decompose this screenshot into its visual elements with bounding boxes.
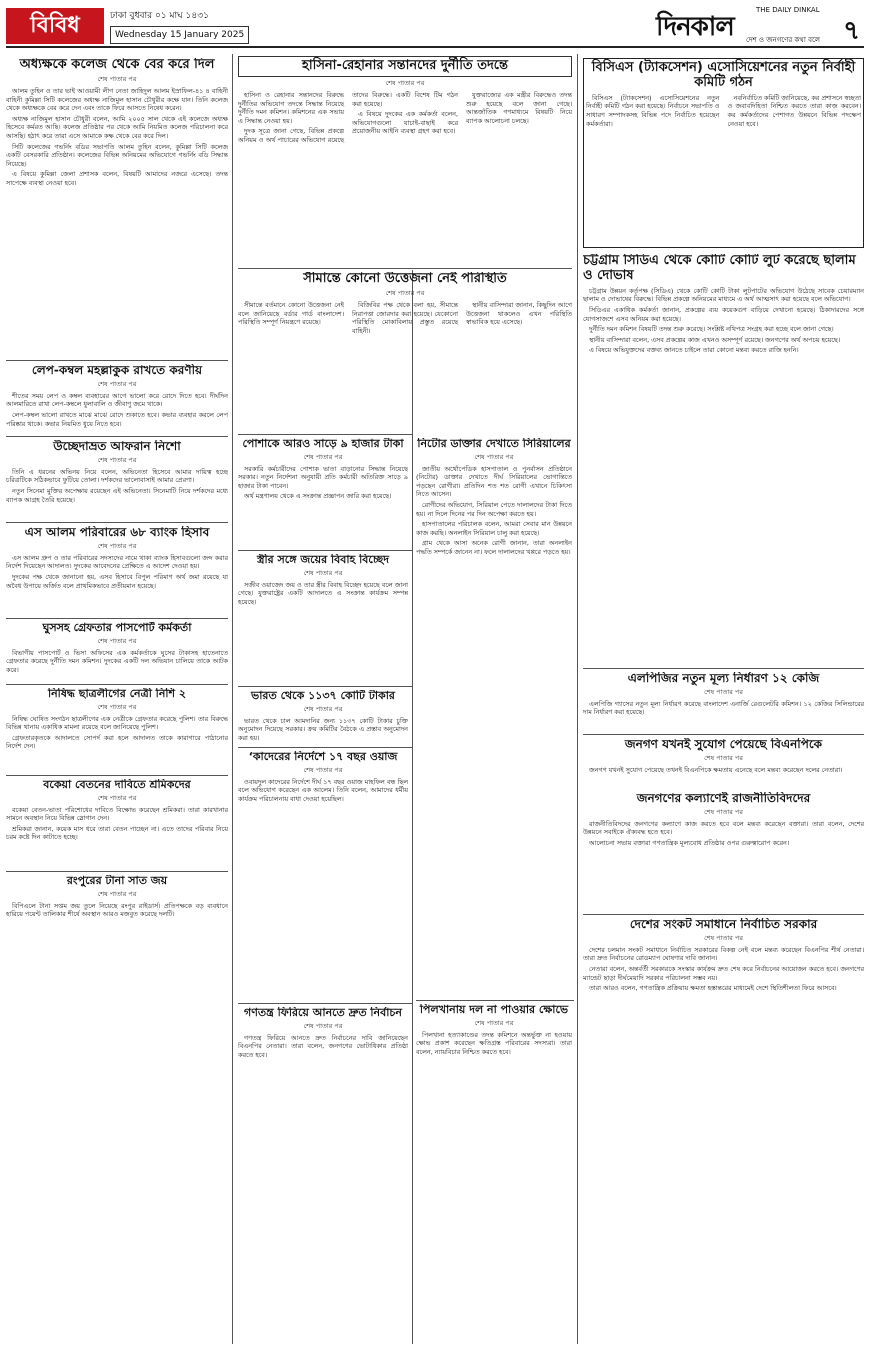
continued-label: শেষ পাতার পর — [97, 455, 137, 464]
article-body: জাতীয় অর্থোপেডিক হাসপাতাল ও পুনর্বাসন প্রতিষ্ঠানে (নিটোর) ডাক্তার দেখাতে দীর্ঘ সিরিয়ালের ভোগান্তিতে পড়ছেন রোগীরা। প্রতিদিন শত শত রোগী এখানে চিকিৎসা নিতে আসেন। রোগীদের অভিযোগ, সিরিয়াল পেতে দালালদের টাকা দিতে হয়। না দিলে দিনের পর দিন অপেক্ষা করতে হয়। হাসপাতালের পরিচালক বলেন, আমরা সেবার মান উন্নয়নে কাজ করছি। অনলাইন সিরিয়াল চালু করা হয়েছে। গ্রাম থেকে আসা অনেক রোগী জানান, তারা অনলাইন পদ্ধতি সম্পর্কে জানেন না। ফলে দালালদের খপ্পরে পড়তে হয়। — [416, 464, 572, 556]
continued-label: শেষ পাতার পর — [704, 687, 743, 696]
headline: উচ্ছেদাভ্রত আফরান নিশো — [53, 440, 181, 453]
date-bangla: ঢাকা বুধবার ০১ মাঘ ১৪৩১ — [110, 11, 209, 21]
article-jonogon — [583, 738, 864, 790]
article-body: সজীব ওয়াজেদ জয় ও তার স্ত্রীর বিবাহ বিচ্ছেদ হয়েছে বলে জানা গেছে। যুক্তরাষ্ট্রের একটি আদালতে এ সংক্রান্ত কার্যক্রম সম্পন্ন হয়েছে। — [238, 580, 408, 606]
headline: গণতন্ত্র ফিরিয়ে আনতে দ্রুত নির্বাচন — [244, 1007, 402, 1019]
masthead — [6, 6, 864, 48]
article-bokeya — [6, 779, 228, 869]
article-body: ভারত থেকে চাল আমদানির জন্য ১১৩৭ কোটি টাকার চুক্তি অনুমোদন দিয়েছে সরকার। ক্রয় কমিটির বৈঠকে এ প্রস্তাব অনুমোদন করা হয়। — [238, 716, 408, 742]
headline: দেশের সংকট সমাধানে নির্বাচিত সরকার — [629, 918, 818, 931]
section-label: বিবিধ — [6, 8, 104, 44]
article-nishiddho — [6, 688, 228, 773]
continued-label: শেষ পাতার পর — [97, 541, 137, 550]
headline: নিটোর ডাক্তার দেখাতে সিরিয়ালের — [417, 438, 571, 450]
article-kalyan — [583, 792, 864, 912]
date-english: Wednesday 15 January 2025 — [110, 26, 249, 44]
article-body: তিনি এ ধরনের অভিনয় নিয়ে বলেন, অভিনেতা হিসেবে আমার দায়িত্ব হচ্ছে চরিত্রটিকে সঠিকভাবে ফুটিয়ে তোলা। দর্শকদের ভালোবাসাই আমার প্রেরণা। নতুন সিনেমা মুক্তির অপেক্ষায় রয়েছেন এই অভিনেতা। সিনেমাটি নিয়ে দর্শকদের মধ্যে ব্যাপক আগ্রহ তৈরি হয়েছে। — [6, 467, 228, 504]
continued-label: শেষ পাতার পর — [474, 1018, 514, 1027]
article-uchchhed — [6, 440, 228, 520]
article-niter — [416, 438, 572, 998]
headline: এস আলম পরিবারের ৬৮ ব্যাংক হিসাব — [24, 526, 210, 539]
article-simanta — [238, 272, 572, 432]
article-body: দেশের চলমান সংকট সমাধানে নির্বাচিত সরকারের বিকল্প নেই বলে মন্তব্য করেছেন বিএনপির শীর্ষ নেতারা। তারা দ্রুত নির্বাচনের রোডম্যাপ ঘোষণার দাবি জানান। নেতারা বলেন, অন্তর্বর্তী সরকারকে সংস্কার কার্যক্রম দ্রুত শেষ করে নির্বাচনের আয়োজন করতে হবে। জনগণের ম্যান্ডেট ছাড়া দীর্ঘমেয়াদি সরকার পরিচালনা সম্ভব নয়। তারা আরও বলেন, গণতান্ত্রিক প্রক্রিয়ায় ক্ষমতা হস্তান্তরের মাধ্যমেই দেশে স্থিতিশীলতা ফিরে আসবে। — [583, 945, 864, 993]
headline: জনগণ যখনই সুযোগ পেয়েছে বিএনপিকে — [624, 738, 823, 751]
headline: এলপিজির নতুন মূল্য নির্ধারণ ১২ কেজি — [627, 672, 820, 685]
headline: ভারত থেকে ১১৩৭ কোটি টাকার — [251, 690, 395, 702]
article-body: গণতন্ত্র ফিরিয়ে আনতে দ্রুত নির্বাচনের দাবি জানিয়েছেন বিএনপির নেতারা। তারা বলেন, জনগণের ভোটাধিকার প্রতিষ্ঠা করতে হবে। — [238, 1033, 408, 1059]
continued-label: শেষ পাতার পর — [303, 765, 343, 774]
article-desher — [583, 918, 864, 1338]
article-stree — [238, 554, 408, 684]
brand-tagline: দেশ ও জনগণের কথা বলে — [746, 36, 821, 44]
continued-label: শেষ পাতার পর — [303, 704, 343, 713]
continued-label: শেষ পাতার পর — [303, 452, 343, 461]
headline: সীমান্তে কোনো উত্তেজনা নেই পরিস্থিতি — [303, 272, 507, 286]
headline: ঘুসসহ গ্রেফতার পাসপোর্ট কর্মকর্তা — [42, 622, 192, 634]
article-lpg — [583, 672, 864, 732]
headline: পোশাকে আরও সাড়ে ৯ হাজার টাকা — [242, 438, 404, 450]
article-body: আলম তুহিন ও তার ভাই আওয়ামী লীগ নেতা জাহিদুল আলম ইস্রাফিল-৪১ ৪ বাহিনী বাহিনী কুমিল্লা সিটি কলেজের অধ্যক্ষ নাজিমুল হাসান চৌধুরীর কক্ষে যান। তিনি কলেজ থেকে অধ্যক্ষকে বের করে দেন এবং তাকে ফিরে আসতে নিষেধ করেন। অধ্যক্ষ নাজিমুল হাসান চৌধুরী বলেন, আমি ২০০৫ সাল থেকে এই কলেজে অধ্যক্ষ হিসেবে কর্মরত আছি। কলেজ প্রতিষ্ঠার পর থেকে আমি নিয়মিত কলেজ পরিচালনা করে আসছি। হঠাৎ করে তারা এসে আমাকে কক্ষ থেকে বের করে দিল। সিটি কলেজের গভর্নিং বডির সভাপতি আলম তুহিন বলেন, কুমিল্লা সিটি কলেজ একটি বেসরকারি প্রতিষ্ঠান। কলেজের বিভিন্ন অনিয়মের অভিযোগে গভর্নিং বডি সিদ্ধান্ত নিয়েছে। এ বিষয়ে কুমিল্লা জেলা প্রশাসক বলেন, বিষয়টি আমাদের নজরে এসেছে। তদন্ত সাপেক্ষে ব্যবস্থা নেওয়া হবে। — [6, 86, 228, 187]
continued-label: শেষ পাতার পর — [474, 452, 514, 461]
article-body: বিপিএলে টানা সপ্তম জয় তুলে নিয়েছে রংপুর রাইডার্স। প্রতিপক্ষকে বড় ব্যবধানে হারিয়ে পয়েন্ট তালিকার শীর্ষে অবস্থান আরও মজবুত করেছে দলটি। — [6, 901, 228, 919]
article-kader — [238, 751, 408, 1001]
article-body: চট্টগ্রাম উন্নয়ন কর্তৃপক্ষ (সিডিএ) থেকে কোটি কোটি টাকা লুটপাটের অভিযোগ উঠেছে সাবেক চেয়ারম্যান ছালাম ও দোভাষের বিরুদ্ধে। বিভিন্ন প্রকল্পে অনিয়মের মাধ্যমে এ অর্থ আত্মসাৎ করা হয়েছে বলে অভিযোগ। সিডিএর একাধিক কর্মকর্তা জানান, প্রকল্পের ব্যয় কয়েকগুণ বাড়িয়ে দেখানো হয়েছে। ঠিকাদারদের সঙ্গে যোগসাজশে এসব অনিয়ম করা হয়েছে। দুর্নীতি দমন কমিশন বিষয়টি তদন্ত শুরু করেছে। সংশ্লিষ্ট নথিপত্র সংগ্রহ করা হচ্ছে বলে জানা গেছে। স্থানীয় বাসিন্দারা বলেন, এসব প্রকল্পের কাজ এখনও অসম্পূর্ণ রয়েছে। জনগণের অর্থ অপচয় হয়েছে। এ বিষয়ে অভিযুক্তদের বক্তব্য জানতে চাইলে তারা কোনো মন্তব্য করতে রাজি হননি। — [583, 286, 864, 355]
article-hasina — [238, 56, 572, 266]
continued-label: শেষ পাতার পর — [704, 753, 743, 762]
article-rangpur — [6, 875, 228, 935]
headline: ‘কাদেরের নির্দেশে ১৭ বছর ওয়াজ — [248, 751, 398, 763]
continued-label: শেষ পাতার পর — [303, 1021, 343, 1030]
article-chattogram — [583, 254, 864, 666]
headline: হাসিনা-রেহানার সন্তানদের দুর্নীতি তদন্তে — [238, 56, 572, 77]
continued-label: শেষ পাতার পর — [97, 74, 137, 83]
article-gonotontro — [238, 1007, 408, 1087]
date-block — [110, 8, 249, 44]
article-body: পিলখানা হত্যাকাণ্ডের তদন্ত কমিশনে অন্তর্ভুক্ত না হওয়ায় ক্ষোভ প্রকাশ করেছেন ক্ষতিগ্রস্ত পরিবারের সদস্যরা। তারা বলেন, ন্যায়বিচার নিশ্চিত করতে হবে। — [416, 1030, 572, 1056]
headline: নিষিদ্ধ ছাত্রলীগের নেত্রী নিশি ২ — [47, 688, 187, 700]
continued-label: শেষ পাতার পর — [97, 636, 137, 645]
article-body: বিভাগীয় পাসপোর্ট ও ভিসা অফিসের এক কর্মকর্তাকে ঘুসের টাকাসহ হাতেনাতে গ্রেফতার করেছে দুর্নীতি দমন কমিশন। দুদকের একটি দল অভিযান চালিয়ে তাকে আটক করে। — [6, 648, 228, 674]
page-number: ৭ — [843, 16, 860, 46]
headline: বিসিএস (ট্যাকসেশন) এসোসিয়েশনের নতুন নির্বাহী কমিটি গঠন — [591, 60, 856, 90]
article-body: বিসিএস (ট্যাকসেশন) এসোসিয়েশনের নতুন নির্বাহী কমিটি গঠন করা হয়েছে। নির্বাচনে সভাপতি ও সাধারণ সম্পাদকসহ বিভিন্ন পদে নির্বাচিত হয়েছেন কর্মকর্তারা। নবনির্বাচিত কমিটি জানিয়েছে, কর প্রশাসনে স্বচ্ছতা ও জবাবদিহিতা নিশ্চিত করতে তারা কাজ করবেন। কর কর্মকর্তাদের পেশাগত উন্নয়নে বিভিন্ন পদক্ষেপ নেওয়া হবে। — [586, 93, 861, 128]
article-lap — [6, 364, 228, 434]
headline: পিলখানায় দল না পাওয়ার ক্ষোভে — [419, 1004, 569, 1016]
continued-label: শেষ পাতার পর — [704, 807, 743, 816]
article-college — [6, 58, 228, 358]
article-body: শীতের সময় লেপ ও কম্বল ব্যবহারের আগে ভালো করে রোদে দিতে হবে। দীর্ঘদিন আলমারিতে রাখা লেপ-কম্বলে ধুলাবালি ও জীবাণু জমে থাকে। লেপ-কম্বল ভালো রাখতে মাঝে মাঝে রোদে শুকাতে হবে। কভার ব্যবহার করলে লেপ পরিষ্কার থাকে। কভার নিয়মিত ধুয়ে নিতে হবে। — [6, 391, 228, 428]
article-body: হাসিনা ও রেহানার সন্তানদের বিরুদ্ধে দুর্নীতির অভিযোগ তদন্তে সিদ্ধান্ত নিয়েছে দুর্নীতি দমন কমিশন। কমিশনের এক সভায় এ সিদ্ধান্ত নেওয়া হয়। দুদক সূত্রে জানা গেছে, বিভিন্ন প্রকল্পে অনিয়ম ও অর্থ পাচারের অভিযোগ রয়েছে তাদের বিরুদ্ধে। একটি বিশেষ টিম গঠন করা হয়েছে। এ বিষয়ে দুদকের এক কর্মকর্তা বলেন, অভিযোগগুলো যাচাই-বাছাই করে প্রয়োজনীয় আইনি ব্যবস্থা গ্রহণ করা হবে। যুক্তরাজ্যের এক মন্ত্রীর বিরুদ্ধেও তদন্ত শুরু হয়েছে বলে জানা গেছে। আন্তর্জাতিক গণমাধ্যমে বিষয়টি নিয়ে ব্যাপক আলোচনা চলছে। — [238, 90, 572, 144]
article-s-alam — [6, 526, 228, 616]
headline: রংপুরের টানা সাত জয় — [66, 875, 168, 887]
headline: লেপ-কম্বল মহল্লাকুক রাখতে করণীয় — [31, 364, 203, 377]
article-body: বকেয়া বেতন-ভাতা পরিশোধের দাবিতে বিক্ষোভ করেছেন শ্রমিকরা। তারা কারখানার সামনে অবস্থান নিয়ে বিভিন্ন স্লোগান দেন। শ্রমিকরা জানান, কয়েক মাস ধরে তারা বেতন পাচ্ছেন না। এতে তাদের পরিবার নিয়ে চরম কষ্টে দিন কাটাতে হচ্ছে। — [6, 805, 228, 842]
article-body: সীমান্তে বর্তমানে কোনো উত্তেজনা নেই বলে জানিয়েছে বর্ডার গার্ড বাংলাদেশ। পরিস্থিতি সম্পূর্ণ নিয়ন্ত্রণে রয়েছে। বিজিবির পক্ষ থেকে বলা হয়, সীমান্তে নিরাপত্তা জোরদার করা হয়েছে। যেকোনো পরিস্থিতি মোকাবিলায় প্রস্তুত রয়েছে বাহিনী। স্থানীয় বাসিন্দারা জানান, কিছুদিন আগে উত্তেজনা থাকলেও এখন পরিস্থিতি স্বাভাবিক হয়ে এসেছে। — [238, 300, 572, 335]
brand-english: THE DAILY DINKAL — [756, 6, 820, 14]
article-poshak — [238, 438, 408, 548]
continued-label: শেষ পাতার পর — [385, 78, 425, 87]
headline: স্ত্রীর সঙ্গে জয়ের বিবাহ বিচ্ছেদ — [256, 554, 390, 566]
headline: জনগণের কল্যাণেই রাজনীতিবিদদের — [636, 792, 811, 805]
article-body: নিষিদ্ধ ঘোষিত সংগঠন ছাত্রলীগের এক নেত্রীকে গ্রেফতার করেছে পুলিশ। তার বিরুদ্ধে বিভিন্ন থানায় একাধিক মামলা রয়েছে বলে জানিয়েছে পুলিশ। গ্রেফতারকৃতকে আদালতে সোপর্দ করা হলে আদালত তাকে কারাগারে পাঠানোর নির্দেশ দেন। — [6, 714, 228, 751]
continued-label: শেষ পাতার পর — [303, 568, 343, 577]
article-body: এস আলম গ্রুপ ও তার পরিবারের সদস্যদের নামে থাকা ব্যাংক হিসাবগুলো জব্দ করার নির্দেশ দিয়েছেন আদালত। দুদকের আবেদনের প্রেক্ষিতে এ আদেশ দেওয়া হয়। দুদকের পক্ষ থেকে জানানো হয়, এসব হিসাবে বিপুল পরিমাণ অর্থ জমা রয়েছে যা অবৈধ উপায়ে অর্জিত বলে প্রাথমিকভাবে প্রতীয়মান হয়েছে। — [6, 553, 228, 590]
article-bharat — [238, 690, 408, 745]
article-body: সরকারি কর্মচারীদের পোশাক ভাতা বাড়ানোর সিদ্ধান্ত নিয়েছে সরকার। নতুন নির্দেশনা অনুযায়ী প্রতি কর্মচারী অতিরিক্ত সাড়ে ৯ হাজার টাকা পাবেন। অর্থ মন্ত্রণালয় থেকে এ সংক্রান্ত প্রজ্ঞাপন জারি করা হয়েছে। — [238, 464, 408, 501]
article-bcs — [583, 58, 864, 248]
article-body: এলপিজি গ্যাসের নতুন মূল্য নির্ধারণ করেছে বাংলাদেশ এনার্জি রেগুলেটরি কমিশন। ১২ কেজির সিলিন্ডারের দাম নির্ধারণ করা হয়েছে। — [583, 699, 864, 717]
brand-name: দিনকাল — [656, 12, 734, 42]
headline: চট্টগ্রাম সিডিএ থেকে কোটি কোটি লুট করেছে ছালাম ও দোভাষ — [583, 254, 856, 283]
headline: বকেয়া বেতনের দাবিতে শ্রমিকদের — [43, 779, 191, 791]
article-body: জনগণ যখনই সুযোগ পেয়েছে তখনই বিএনপিকে ক্ষমতায় এনেছে বলে মন্তব্য করেছেন দলের নেতারা। — [589, 765, 843, 774]
continued-label: শেষ পাতার পর — [97, 379, 137, 388]
article-body: রাজনীতিবিদদের জনগণের কল্যাণে কাজ করতে হবে বলে মন্তব্য করেছেন বক্তারা। তারা বলেন, দেশের উন্নয়নে সবাইকে ঐক্যবদ্ধ হতে হবে। আলোচনা সভায় বক্তারা গণতান্ত্রিক মূল্যবোধ প্রতিষ্ঠার ওপর গুরুত্বারোপ করেন। — [583, 819, 864, 847]
article-pilkhana — [416, 1004, 572, 1104]
continued-label: শেষ পাতার পর — [385, 288, 425, 297]
continued-label: শেষ পাতার পর — [97, 702, 137, 711]
newspaper-logo — [656, 6, 836, 46]
continued-label: শেষ পাতার পর — [97, 889, 137, 898]
article-body: ওবায়দুল কাদেরের নির্দেশে দীর্ঘ ১৭ বছর ওয়াজ মাহফিল বন্ধ ছিল বলে অভিযোগ করেছেন এক আলেম। তিনি বলেন, আমাদের ধর্মীয় কার্যক্রম পরিচালনায় বাধা দেওয়া হয়েছিল। — [238, 777, 408, 803]
continued-label: শেষ পাতার পর — [704, 933, 743, 942]
article-passport — [6, 622, 228, 682]
continued-label: শেষ পাতার পর — [97, 793, 137, 802]
headline: অধ্যক্ষকে কলেজ থেকে বের করে দিল — [19, 58, 215, 72]
